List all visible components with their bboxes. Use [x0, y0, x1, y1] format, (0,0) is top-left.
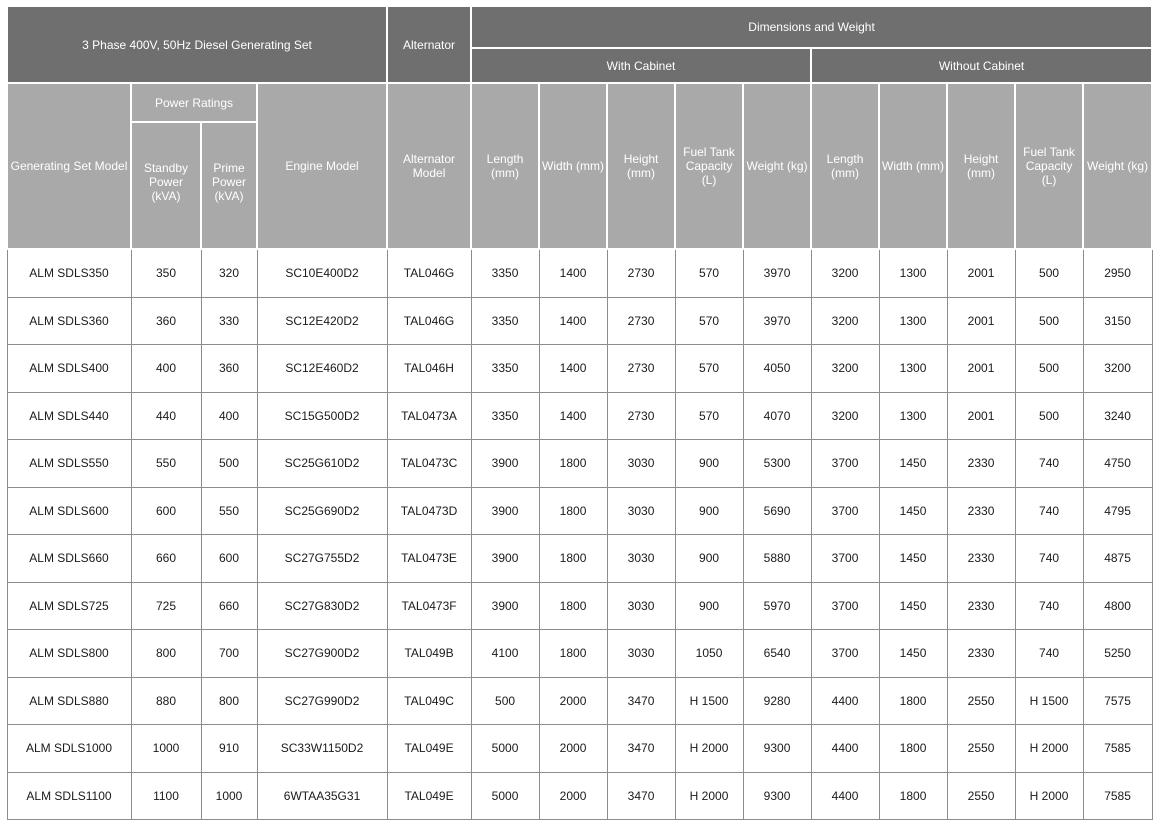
table-cell: 1000	[201, 772, 257, 820]
table-cell: 9280	[743, 677, 811, 725]
table-cell: 2330	[947, 630, 1015, 678]
alternator-model-header: Alternator Model	[387, 83, 471, 249]
table-cell: 740	[1015, 630, 1083, 678]
table-cell: 5000	[471, 772, 539, 820]
table-cell: 1300	[879, 345, 947, 393]
table-cell: 3900	[471, 487, 539, 535]
table-cell: 1450	[879, 582, 947, 630]
table-cell: 4400	[811, 772, 879, 820]
table-cell: 3350	[471, 249, 539, 297]
prime-power-header: Prime Power (kVA)	[201, 122, 257, 249]
table-row	[7, 487, 1152, 535]
table-cell: H 1500	[675, 677, 743, 725]
standby-power-header: Standby Power (kVA)	[131, 122, 201, 249]
without-cabinet-header: Without Cabinet	[811, 48, 1152, 83]
with-cabinet-length-header: Length (mm)	[471, 83, 539, 249]
table-cell: 4795	[1083, 487, 1152, 535]
table-cell: 360	[201, 345, 257, 393]
table-cell: 2730	[607, 297, 675, 345]
table-cell: 570	[675, 297, 743, 345]
table-cell: 500	[1015, 345, 1083, 393]
table-cell: 2001	[947, 392, 1015, 440]
table-cell: 880	[131, 677, 201, 725]
table-cell: 4400	[811, 725, 879, 773]
table-cell: 1400	[539, 392, 607, 440]
table-cell: 600	[201, 535, 257, 583]
table-cell: 1450	[879, 487, 947, 535]
table-cell: 900	[675, 582, 743, 630]
table-cell: SC33W1150D2	[257, 725, 387, 773]
table-cell: 2000	[539, 725, 607, 773]
spec-table-body	[7, 249, 1152, 820]
table-cell: 6540	[743, 630, 811, 678]
table-cell: 400	[131, 345, 201, 393]
table-cell: TAL049C	[387, 677, 471, 725]
table-row	[7, 630, 1152, 678]
table-cell: TAL046H	[387, 345, 471, 393]
table-cell: 3030	[607, 440, 675, 488]
without-cabinet-fuel-tank-header: Fuel Tank Capacity (L)	[1015, 83, 1083, 249]
table-cell: 550	[201, 487, 257, 535]
table-cell: 550	[131, 440, 201, 488]
table-cell: 910	[201, 725, 257, 773]
table-cell: ALM SDLS350	[7, 249, 131, 297]
table-cell: 4750	[1083, 440, 1152, 488]
table-cell: 7585	[1083, 725, 1152, 773]
table-cell: SC15G500D2	[257, 392, 387, 440]
table-cell: 3350	[471, 345, 539, 393]
table-cell: TAL0473A	[387, 392, 471, 440]
table-cell: 1300	[879, 297, 947, 345]
table-cell: 9300	[743, 725, 811, 773]
table-cell: 5300	[743, 440, 811, 488]
table-cell: 570	[675, 249, 743, 297]
table-cell: 3030	[607, 535, 675, 583]
table-cell: TAL0473E	[387, 535, 471, 583]
table-cell: 570	[675, 392, 743, 440]
table-cell: 1300	[879, 392, 947, 440]
table-cell: ALM SDLS550	[7, 440, 131, 488]
table-cell: 1050	[675, 630, 743, 678]
table-cell: 2950	[1083, 249, 1152, 297]
table-cell: 1800	[539, 487, 607, 535]
table-cell: 1400	[539, 345, 607, 393]
table-cell: 3700	[811, 535, 879, 583]
table-cell: 3030	[607, 582, 675, 630]
table-cell: ALM SDLS1000	[7, 725, 131, 773]
table-cell: 350	[131, 249, 201, 297]
without-cabinet-weight-header: Weight (kg)	[1083, 83, 1152, 249]
table-cell: 3150	[1083, 297, 1152, 345]
spec-table-container	[6, 5, 1151, 820]
table-row	[7, 345, 1152, 393]
table-cell: 500	[1015, 249, 1083, 297]
table-cell: 3900	[471, 440, 539, 488]
table-cell: 2330	[947, 582, 1015, 630]
table-cell: 660	[131, 535, 201, 583]
table-cell: 3200	[811, 297, 879, 345]
table-cell: 3970	[743, 297, 811, 345]
table-row	[7, 297, 1152, 345]
table-cell: 1800	[539, 630, 607, 678]
power-ratings-header: Power Ratings	[131, 83, 257, 122]
table-cell: 3970	[743, 249, 811, 297]
table-cell: 600	[131, 487, 201, 535]
table-cell: 570	[675, 345, 743, 393]
table-cell: 3200	[811, 249, 879, 297]
with-cabinet-fuel-tank-header: Fuel Tank Capacity (L)	[675, 83, 743, 249]
table-cell: 2000	[539, 677, 607, 725]
table-cell: 3240	[1083, 392, 1152, 440]
table-cell: SC27G755D2	[257, 535, 387, 583]
table-cell: ALM SDLS440	[7, 392, 131, 440]
dimensions-weight-header: Dimensions and Weight	[471, 6, 1152, 48]
table-cell: 4400	[811, 677, 879, 725]
table-cell: 2730	[607, 392, 675, 440]
table-cell: 2730	[607, 249, 675, 297]
table-cell: 4875	[1083, 535, 1152, 583]
without-cabinet-length-header: Length (mm)	[811, 83, 879, 249]
table-cell: SC27G990D2	[257, 677, 387, 725]
set-title-header: 3 Phase 400V, 50Hz Diesel Generating Set	[7, 6, 387, 83]
table-cell: 3200	[1083, 345, 1152, 393]
table-cell: 500	[201, 440, 257, 488]
table-row	[7, 535, 1152, 583]
table-cell: 2330	[947, 535, 1015, 583]
table-cell: 3470	[607, 677, 675, 725]
table-cell: 5000	[471, 725, 539, 773]
table-row	[7, 677, 1152, 725]
table-cell: 2550	[947, 725, 1015, 773]
table-cell: 4100	[471, 630, 539, 678]
table-cell: TAL049B	[387, 630, 471, 678]
table-row	[7, 440, 1152, 488]
without-cabinet-height-header: Height (mm)	[947, 83, 1015, 249]
table-cell: 1300	[879, 249, 947, 297]
table-cell: 320	[201, 249, 257, 297]
with-cabinet-header: With Cabinet	[471, 48, 811, 83]
table-cell: 700	[201, 630, 257, 678]
generating-set-model-header: Generating Set Model	[7, 83, 131, 249]
table-cell: 5690	[743, 487, 811, 535]
table-cell: 6WTAA35G31	[257, 772, 387, 820]
table-cell: 500	[1015, 392, 1083, 440]
table-cell: 660	[201, 582, 257, 630]
table-cell: 900	[675, 535, 743, 583]
table-cell: 1100	[131, 772, 201, 820]
table-cell: 1800	[539, 535, 607, 583]
table-cell: ALM SDLS880	[7, 677, 131, 725]
table-cell: ALM SDLS400	[7, 345, 131, 393]
table-cell: 800	[131, 630, 201, 678]
table-cell: 740	[1015, 582, 1083, 630]
table-cell: 3470	[607, 725, 675, 773]
table-row	[7, 725, 1152, 773]
table-cell: 2330	[947, 487, 1015, 535]
table-cell: 1800	[539, 582, 607, 630]
table-cell: ALM SDLS660	[7, 535, 131, 583]
table-cell: ALM SDLS600	[7, 487, 131, 535]
table-cell: SC27G900D2	[257, 630, 387, 678]
table-cell: SC10E400D2	[257, 249, 387, 297]
engine-model-header: Engine Model	[257, 83, 387, 249]
table-cell: 800	[201, 677, 257, 725]
table-cell: 7575	[1083, 677, 1152, 725]
table-cell: 9300	[743, 772, 811, 820]
table-cell: 740	[1015, 440, 1083, 488]
table-cell: 4800	[1083, 582, 1152, 630]
table-cell: 3200	[811, 392, 879, 440]
table-cell: 360	[131, 297, 201, 345]
generating-set-spec-table	[6, 5, 1153, 820]
table-cell: 1400	[539, 249, 607, 297]
table-cell: 3350	[471, 297, 539, 345]
table-cell: 1800	[879, 677, 947, 725]
table-cell: 3030	[607, 487, 675, 535]
table-cell: 3200	[811, 345, 879, 393]
table-cell: 900	[675, 487, 743, 535]
table-cell: 2001	[947, 297, 1015, 345]
table-cell: 1000	[131, 725, 201, 773]
table-cell: 3470	[607, 772, 675, 820]
table-cell: 3700	[811, 630, 879, 678]
table-cell: H 2000	[1015, 772, 1083, 820]
table-cell: 740	[1015, 535, 1083, 583]
alternator-header: Alternator	[387, 6, 471, 83]
without-cabinet-width-header: Width (mm)	[879, 83, 947, 249]
table-cell: 3700	[811, 487, 879, 535]
table-cell: 1800	[879, 772, 947, 820]
table-cell: ALM SDLS725	[7, 582, 131, 630]
table-cell: H 2000	[1015, 725, 1083, 773]
table-cell: 3900	[471, 582, 539, 630]
table-cell: 1450	[879, 440, 947, 488]
table-cell: 4070	[743, 392, 811, 440]
table-cell: 2550	[947, 772, 1015, 820]
table-cell: 1450	[879, 535, 947, 583]
table-cell: 3350	[471, 392, 539, 440]
table-cell: ALM SDLS1100	[7, 772, 131, 820]
table-cell: TAL0473F	[387, 582, 471, 630]
table-cell: 1450	[879, 630, 947, 678]
table-cell: TAL049E	[387, 772, 471, 820]
table-cell: 3900	[471, 535, 539, 583]
table-cell: 2730	[607, 345, 675, 393]
table-row	[7, 249, 1152, 297]
table-cell: H 2000	[675, 725, 743, 773]
table-row	[7, 772, 1152, 820]
table-cell: 500	[471, 677, 539, 725]
table-cell: TAL0473D	[387, 487, 471, 535]
table-cell: 725	[131, 582, 201, 630]
table-cell: H 1500	[1015, 677, 1083, 725]
table-cell: 2000	[539, 772, 607, 820]
table-cell: ALM SDLS800	[7, 630, 131, 678]
table-row	[7, 582, 1152, 630]
table-cell: 3700	[811, 440, 879, 488]
table-cell: 3700	[811, 582, 879, 630]
table-cell: 1400	[539, 297, 607, 345]
table-cell: 4050	[743, 345, 811, 393]
table-cell: H 2000	[675, 772, 743, 820]
table-cell: 740	[1015, 487, 1083, 535]
table-cell: 2550	[947, 677, 1015, 725]
table-cell: 5970	[743, 582, 811, 630]
table-cell: SC12E420D2	[257, 297, 387, 345]
table-cell: 400	[201, 392, 257, 440]
table-cell: 440	[131, 392, 201, 440]
table-cell: SC12E460D2	[257, 345, 387, 393]
with-cabinet-height-header: Height (mm)	[607, 83, 675, 249]
table-cell: 330	[201, 297, 257, 345]
table-cell: SC25G690D2	[257, 487, 387, 535]
table-cell: 500	[1015, 297, 1083, 345]
table-cell: 1800	[879, 725, 947, 773]
table-cell: SC27G830D2	[257, 582, 387, 630]
table-cell: 900	[675, 440, 743, 488]
with-cabinet-width-header: Width (mm)	[539, 83, 607, 249]
table-cell: TAL049E	[387, 725, 471, 773]
table-cell: 7585	[1083, 772, 1152, 820]
table-cell: 5250	[1083, 630, 1152, 678]
table-cell: TAL0473C	[387, 440, 471, 488]
table-cell: TAL046G	[387, 249, 471, 297]
table-cell: 2001	[947, 249, 1015, 297]
table-row	[7, 392, 1152, 440]
table-cell: 2001	[947, 345, 1015, 393]
table-cell: ALM SDLS360	[7, 297, 131, 345]
table-cell: TAL046G	[387, 297, 471, 345]
table-cell: 5880	[743, 535, 811, 583]
table-cell: SC25G610D2	[257, 440, 387, 488]
table-cell: 1800	[539, 440, 607, 488]
table-cell: 2330	[947, 440, 1015, 488]
table-cell: 3030	[607, 630, 675, 678]
with-cabinet-weight-header: Weight (kg)	[743, 83, 811, 249]
